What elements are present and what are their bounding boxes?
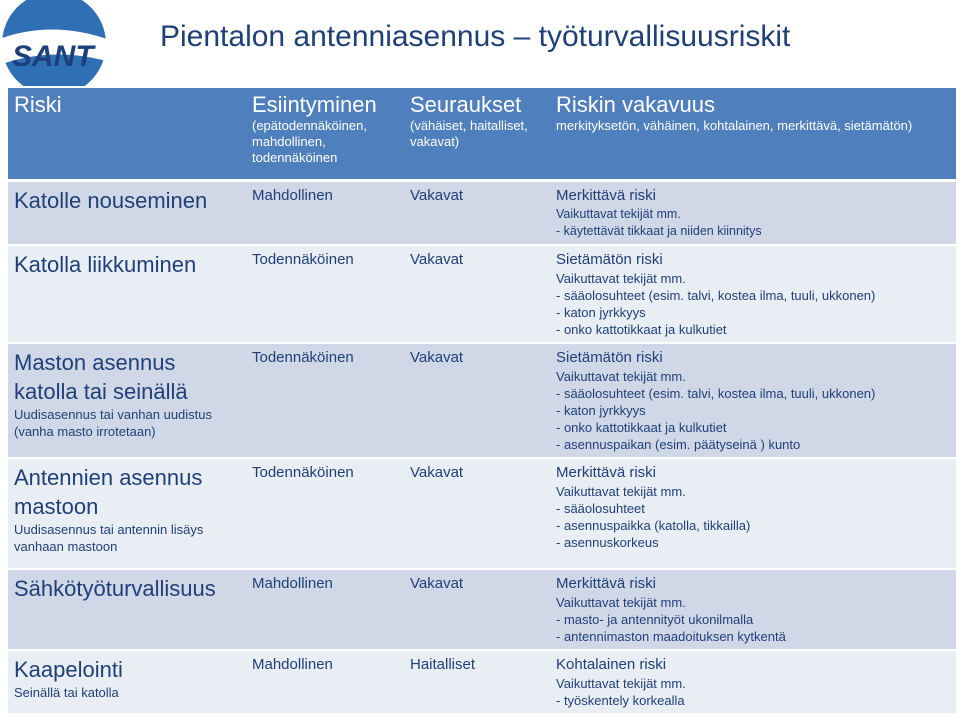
detail-line: - antennimaston maadoituksen kytkentä xyxy=(556,628,786,644)
occurrence-value: Todennäköinen xyxy=(252,463,354,481)
severity-value: Sietämätön riski xyxy=(556,348,663,366)
risk-name: Maston asennus katolla tai seinällä xyxy=(14,349,188,404)
consequence-value: Vakavat xyxy=(410,348,464,366)
detail-line: Vaikuttavat tekijät mm. xyxy=(556,594,686,610)
detail-line: - työskentely korkealla xyxy=(556,692,685,708)
header-severity-label: Riskin vakavuus xyxy=(556,92,715,117)
detail-line: - sääolosuhteet (esim. talvi, kostea ilma, tuuli, ukkonen) xyxy=(556,287,876,303)
occurrence-value: Todennäköinen xyxy=(252,250,354,268)
header-severity-sub: merkityksetön, vähäinen, kohtalainen, merkittävä, sietämätön) xyxy=(556,118,913,133)
consequence-value: Vakavat xyxy=(410,463,464,481)
header-occurrence-sub: (epätodennäköinen, mahdollinen, todennäköinen xyxy=(252,118,367,165)
header-occurrence xyxy=(246,88,404,180)
detail-line: - sääolosuhteet xyxy=(556,500,645,516)
header-consequence-sub: (vähäiset, haitalliset, vakavat) xyxy=(410,118,528,149)
header-occurrence-label: Esiintyminen xyxy=(252,92,377,117)
sant-logo xyxy=(0,0,114,86)
risk-subtext: Uudisasennus tai vanhan uudistus (vanha masto irrotetaan) xyxy=(14,406,213,439)
consequence-value: Vakavat xyxy=(410,186,464,204)
severity-value: Merkittävä riski xyxy=(556,463,657,481)
detail-line: - käytettävät tikkaat ja niiden kiinnitys xyxy=(556,223,762,238)
header-consequence xyxy=(404,88,550,180)
detail-line: Vaikuttavat tekijät mm. xyxy=(556,206,681,221)
risk-name: Antennien asennus mastoon xyxy=(14,464,203,519)
risk-name: Kaapelointi xyxy=(14,656,123,682)
occurrence-value: Mahdollinen xyxy=(252,655,333,673)
table-header-row xyxy=(8,88,956,180)
page-title: Pientalon antenniasennus – työturvallisuusriskit xyxy=(160,20,791,53)
severity-value: Merkittävä riski xyxy=(556,186,657,204)
header-risk xyxy=(8,88,246,180)
table-row xyxy=(8,245,956,343)
risk-name: Katolla liikkuminen xyxy=(14,251,197,277)
consequence-value: Haitalliset xyxy=(410,655,476,673)
occurrence-value: Todennäköinen xyxy=(252,348,354,366)
detail-line: Vaikuttavat tekijät mm. xyxy=(556,483,686,499)
consequence-value: Vakavat xyxy=(410,574,464,592)
risk-subtext: Uudisasennus tai antennin lisäys vanhaan mastoon xyxy=(14,521,204,554)
risk-table xyxy=(8,88,956,715)
header-risk-label: Riski xyxy=(14,92,62,117)
detail-line: - sääolosuhteet (esim. talvi, kostea ilma, tuuli, ukkonen) xyxy=(556,385,876,401)
table-row xyxy=(8,343,956,458)
table-row xyxy=(8,458,956,569)
risk-subtext: Seinällä tai katolla xyxy=(14,684,119,700)
consequence-value: Vakavat xyxy=(410,250,464,268)
risk-name: Sähkötyöturvallisuus xyxy=(14,575,216,601)
detail-line: - asennuspaikka (katolla, tikkailla) xyxy=(556,517,751,533)
risk-name: Katolle nouseminen xyxy=(14,187,208,213)
detail-line: Vaikuttavat tekijät mm. xyxy=(556,675,686,691)
table-row xyxy=(8,180,956,245)
detail-line: - onko kattotikkaat ja kulkutiet xyxy=(556,321,727,337)
severity-value: Sietämätön riski xyxy=(556,250,663,268)
header-severity xyxy=(550,88,956,180)
detail-line: Vaikuttavat tekijät mm. xyxy=(556,368,686,384)
detail-line: - asennuskorkeus xyxy=(556,534,659,550)
detail-line: - katon jyrkkyys xyxy=(556,304,646,320)
severity-value: Merkittävä riski xyxy=(556,574,657,592)
header-consequence-label: Seuraukset xyxy=(410,92,522,117)
detail-line: - katon jyrkkyys xyxy=(556,402,646,418)
detail-line: - masto- ja antennityöt ukonilmalla xyxy=(556,611,754,627)
occurrence-value: Mahdollinen xyxy=(252,186,333,204)
detail-line: - asennuspaikan (esim. päätyseinä ) kunto xyxy=(556,436,801,452)
table-row xyxy=(8,569,956,650)
logo-text: SANT xyxy=(12,40,94,73)
detail-line: - onko kattotikkaat ja kulkutiet xyxy=(556,419,727,435)
table-row xyxy=(8,650,956,714)
occurrence-value: Mahdollinen xyxy=(252,574,333,592)
severity-value: Kohtalainen riski xyxy=(556,655,667,673)
detail-line: Vaikuttavat tekijät mm. xyxy=(556,270,686,286)
